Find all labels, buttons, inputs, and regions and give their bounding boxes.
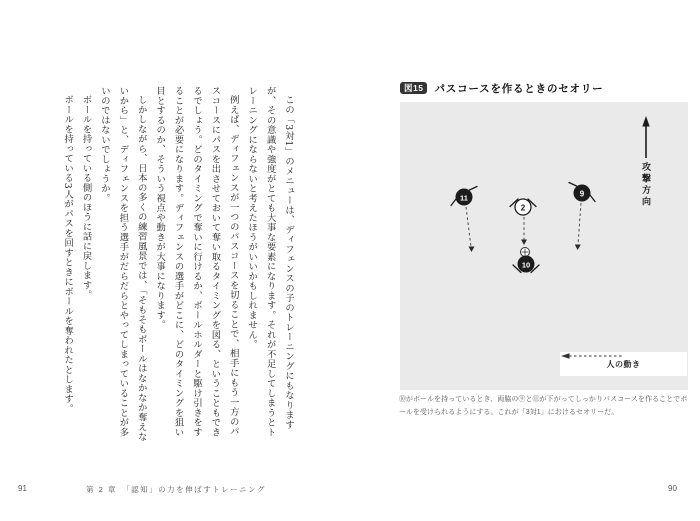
player-number: 10: [521, 260, 531, 270]
figure-title: パスコースを作るときのセオリー: [434, 82, 604, 95]
left-page-body-text: [56, 86, 297, 442]
movement-line-9: [578, 203, 581, 245]
player-number: 2: [520, 203, 526, 213]
paragraph: しかしながら、日本の多くの練習風景では、「そもそもボールはなかなか奪えないから」と、ディフェンスを担う選手がだらだらとやってしまっていることが多いのではないでしょうか。: [98, 86, 147, 442]
paragraph: この「3対1」のメニューは、ディフェンスの子のトレーニングにもなりますが、その意識や強度がとても大事な要素になります。それが不足してしまうとトレーニングにならないと考えたほうがいいかもしれません。: [246, 86, 294, 437]
paragraph: 例えば、ディフェンスが一つのパスコースを切ることで、相手にもう一方のパスコースにパスを出させておいて奪い取るタイミングを図る、ということもできるでしょう。どのタイミングで奪いに行けるか、ボールホルダーと駆け引きをすることが必要になります。ディフェンスの選手がどこに、どのタイミングを狙い目とするのか、そういう視点や動きが大事になります。: [154, 86, 239, 437]
diagram-canvas: [400, 102, 688, 390]
figure-header: [400, 80, 603, 96]
player-number: 9: [579, 189, 585, 199]
attack-direction-label: 攻撃方向: [641, 162, 651, 208]
movement-line-11: [466, 207, 471, 247]
player-marker-11: [451, 187, 477, 206]
attack-direction-arrow-icon: [642, 116, 649, 158]
paragraph: ボールを持っている側のほうに話に戻します。: [80, 95, 92, 301]
legend-box: [560, 352, 687, 376]
page-number-right: 90: [668, 484, 677, 493]
figure-caption: ⑩がボールを持っているとき、両脇の⑨と⑪が下がってしっかりパスコースを作ることでボールを受けられるようにする。これが「3対1」におけるセオリーだ。: [399, 396, 688, 416]
paragraph: ボールを持っている3人がパスを回すときにボールを奪われたとします。: [62, 95, 74, 414]
player-number: 11: [460, 193, 468, 203]
chapter-footer: 第 2 章 「認知」の力を伸ばすトレーニング: [86, 485, 266, 494]
player-marker-2: [510, 199, 536, 215]
ball-icon: [521, 248, 530, 257]
legend-dashed-arrow-icon: [560, 352, 626, 360]
figure-number-badge: 図15: [400, 82, 427, 94]
player-marker-10: [513, 256, 539, 273]
page-number-left: 91: [18, 484, 27, 493]
diagram-svg: [400, 102, 688, 390]
legend-label: 人の動き: [606, 359, 641, 369]
player-marker-9: [569, 183, 595, 202]
